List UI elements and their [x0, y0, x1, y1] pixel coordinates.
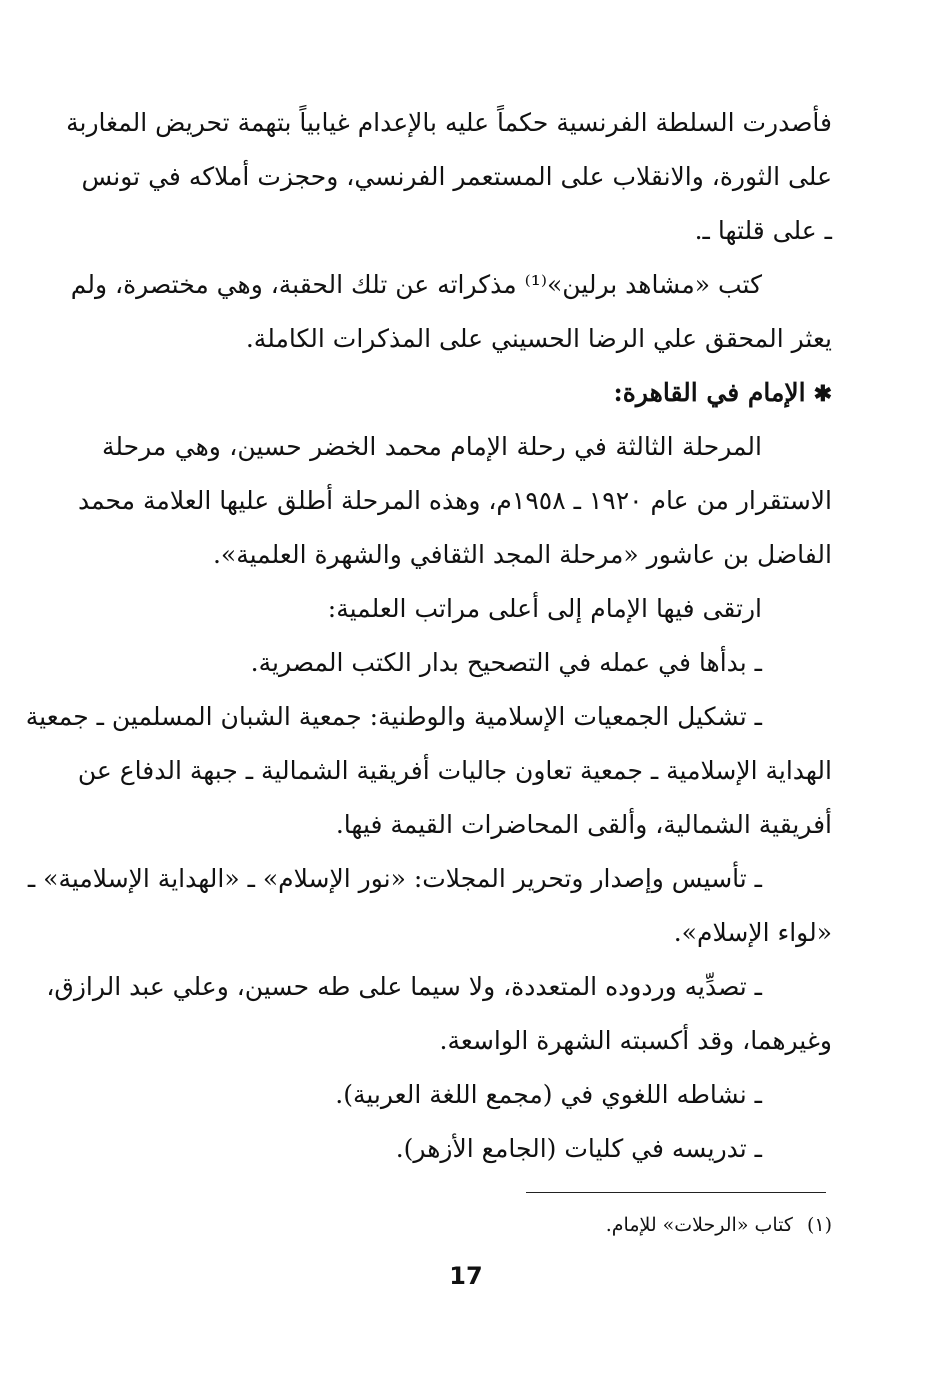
footnote-text: كتاب «الرحلات» للإمام. [605, 1214, 793, 1236]
paragraph-line: الهداية الإسلامية ـ جمعية تعاون جاليات أفريقية الشمالية ـ جبهة الدفاع عن [77, 756, 832, 785]
paragraph-line: الاستقرار من عام ١٩٢٠ ـ ١٩٥٨م، وهذه المرحلة أطلق عليها العلامة محمد [77, 486, 832, 515]
footnote-divider [526, 1192, 826, 1193]
paragraph-line: الفاضل بن عاشور «مرحلة المجد الثقافي والشهرة العلمية». [212, 540, 832, 569]
paragraph-line: يعثر المحقق علي الرضا الحسيني على المذكرات الكاملة. [245, 324, 832, 353]
section-heading-text: الإمام في القاهرة: [613, 378, 806, 407]
list-item: ـ بدأها في عمله في التصحيح بدار الكتب المصرية. [250, 648, 762, 677]
star-bullet-icon: ✱ [813, 381, 832, 407]
paragraph-line: كتب «مشاهد برلين»⁽¹⁾ مذكراته عن تلك الحقبة، وهي مختصرة، ولم [70, 270, 762, 299]
paragraph-line: فأصدرت السلطة الفرنسية حكماً عليه بالإعدام غيابياً بتهمة تحريض المغاربة [66, 108, 832, 137]
list-item: ـ تصدِّيه وردوده المتعددة، ولا سيما على طه حسين، وعلي عبد الرازق، [46, 972, 762, 1001]
list-item: ـ تدريسه في كليات (الجامع الأزهر). [395, 1134, 762, 1163]
paragraph-line: وغيرهما، وقد أكسبته الشهرة الواسعة. [439, 1026, 832, 1055]
paragraph-line: ارتقى فيها الإمام إلى أعلى مراتب العلمية: [327, 594, 762, 623]
footnote-number: (١) [806, 1214, 832, 1236]
list-item: ـ تأسيس وإصدار وتحرير المجلات: «نور الإسلام» ـ «الهداية الإسلامية» ـ [27, 864, 762, 893]
section-heading [102, 366, 832, 420]
paragraph-line: أفريقية الشمالية، وألقى المحاضرات القيمة فيها. [335, 810, 832, 839]
body-text [25, 96, 832, 1176]
page-number: 17 [449, 1262, 483, 1290]
footnote [102, 1210, 832, 1240]
paragraph-line: «لواء الإسلام». [673, 918, 832, 947]
paragraph-line: المرحلة الثالثة في رحلة الإمام محمد الخضر حسين، وهي مرحلة [102, 432, 762, 461]
paragraph-line: ـ على قلتها ـ. [694, 216, 832, 245]
paragraph-line: على الثورة، والانقلاب على المستعمر الفرنسي، وحجزت أملاكه في تونس [81, 162, 832, 191]
list-item: ـ تشكيل الجمعيات الإسلامية والوطنية: جمعية الشبان المسلمين ـ جمعية [25, 702, 762, 731]
list-item: ـ نشاطه اللغوي في (مجمع اللغة العربية). [335, 1080, 762, 1109]
